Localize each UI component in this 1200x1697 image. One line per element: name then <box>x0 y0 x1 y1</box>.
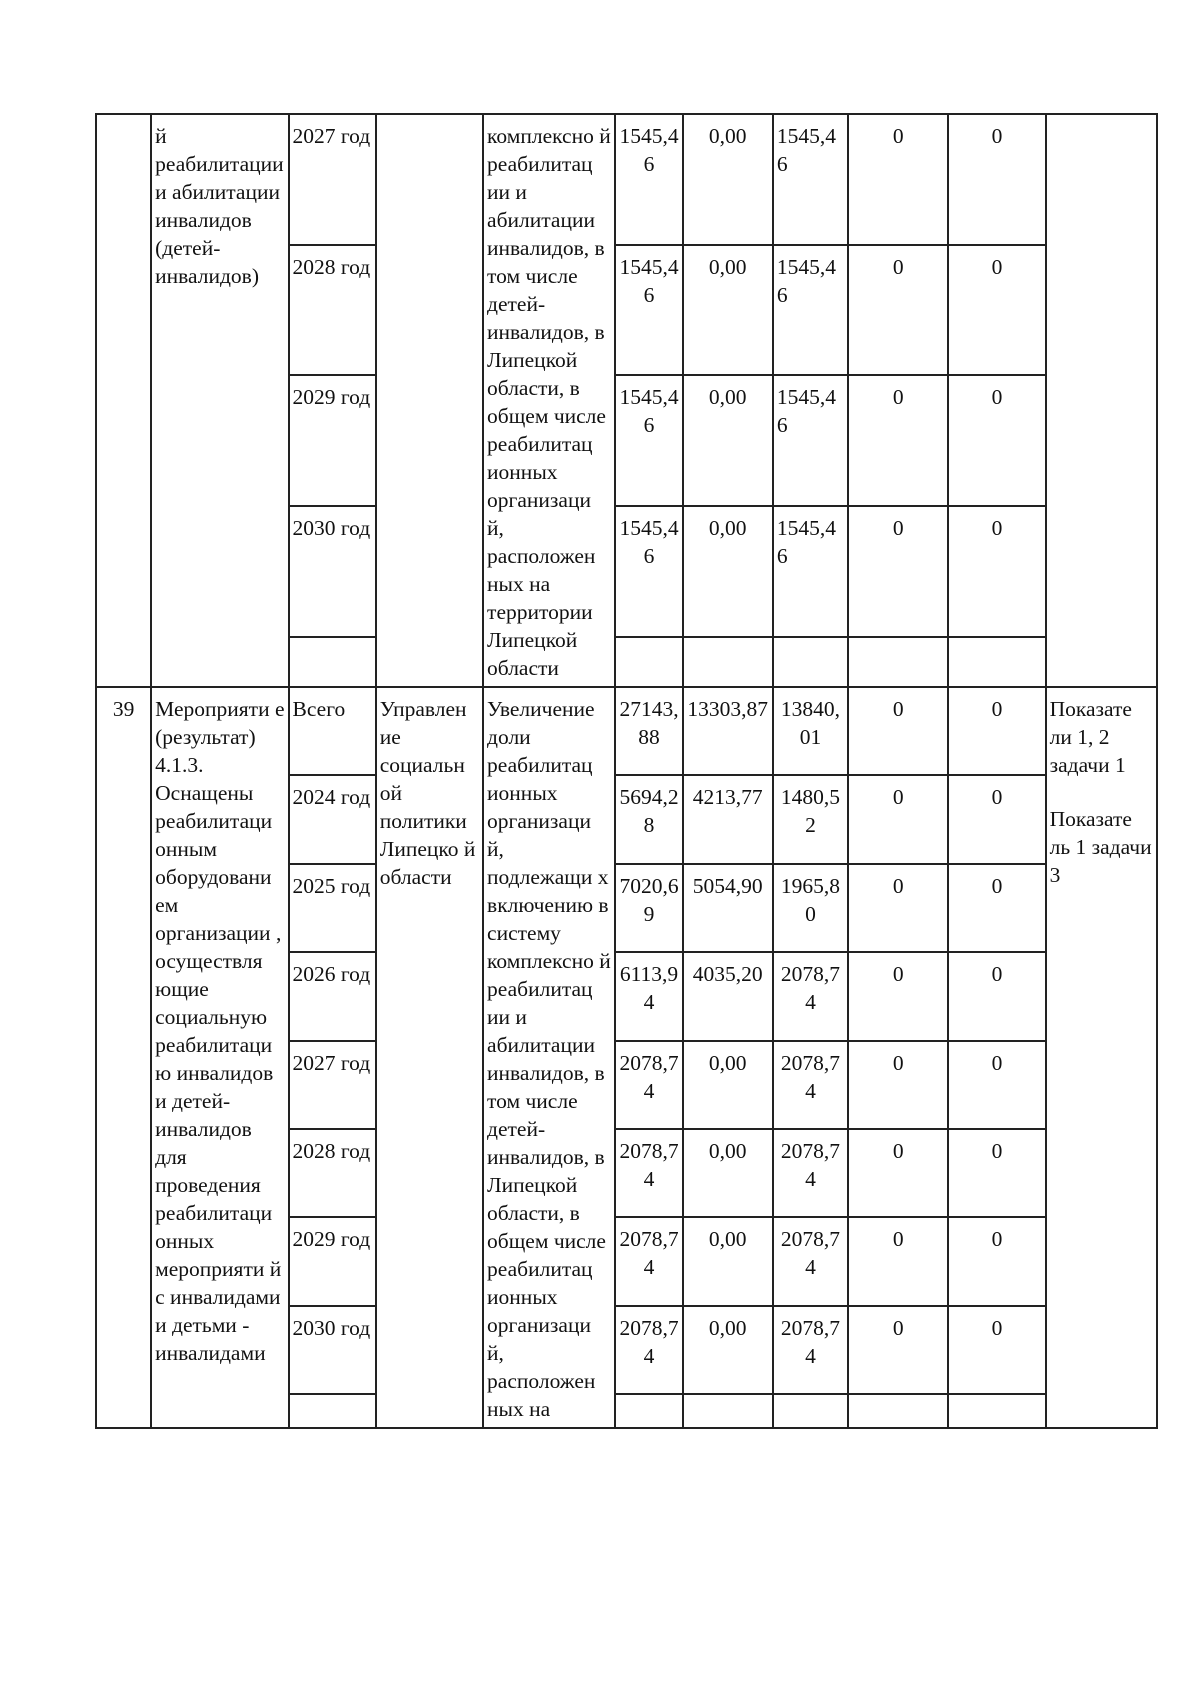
total-cell: 1545,46 <box>615 375 682 506</box>
link-text: Показате ли 1, 2 задачи 1 <box>1049 697 1132 777</box>
other-cell: 0 <box>948 952 1045 1040</box>
regional-cell: 1545,46 <box>773 375 848 506</box>
total-cell: 1545,46 <box>615 506 682 637</box>
local-cell: 0 <box>848 775 948 863</box>
year-cell: 2024 год <box>289 775 376 863</box>
measure-name-cell: Мероприяти е (результат) 4.1.3. Оснащены реабилитаци онным оборудовани ем организации , осуществля ющие социальную реабилитаци ю инвалидов и детей- инвалидов для проведения реабилитаци онных мероприяти й с инвалидами и детьми - инвалидами <box>151 687 288 1428</box>
measure-name-cell: й реабилитации и абилитации инвалидов (детей-инвалидов) <box>151 114 288 687</box>
other-cell: 0 <box>948 245 1045 376</box>
table-row <box>96 687 1157 775</box>
regional-cell: 1545,46 <box>773 114 848 245</box>
year-cell: 2027 год <box>289 114 376 245</box>
federal-cell: 0,00 <box>683 1306 773 1394</box>
local-cell: 0 <box>848 1041 948 1129</box>
total-cell: 2078,74 <box>615 1306 682 1394</box>
table-row <box>96 114 1157 245</box>
executor-cell: Управлен ие социальн ой политики Липецко й области <box>376 687 483 1428</box>
federal-cell: 0,00 <box>683 506 773 637</box>
local-cell: 0 <box>848 952 948 1040</box>
other-cell: 0 <box>948 375 1045 506</box>
total-cell: 5694,28 <box>615 775 682 863</box>
total-cell: 2078,74 <box>615 1041 682 1129</box>
federal-cell: 4035,20 <box>683 952 773 1040</box>
year-cell: 2025 год <box>289 864 376 952</box>
federal-cell: 0,00 <box>683 1129 773 1217</box>
local-cell: 0 <box>848 245 948 376</box>
local-cell: 0 <box>848 506 948 637</box>
other-cell: 0 <box>948 1306 1045 1394</box>
other-cell: 0 <box>948 1217 1045 1305</box>
regional-cell: 2078,74 <box>773 1217 848 1305</box>
total-cell: 1545,46 <box>615 114 682 245</box>
year-cell: 2030 год <box>289 1306 376 1394</box>
federal-cell: 0,00 <box>683 114 773 245</box>
year-cell: 2028 год <box>289 245 376 376</box>
total-cell: 7020,69 <box>615 864 682 952</box>
regional-cell: 2078,74 <box>773 1041 848 1129</box>
indicator-cell: Увеличение доли реабилитац ионных организаци й, подлежащи х включению в систему комплексно й реабилитац ии и абилитации инвалидов, в том числе детей- инвалидов, в Липецкой области, в общем числе реабилитац ионных организаци й, расположен ных на <box>483 687 615 1428</box>
local-cell: 0 <box>848 1217 948 1305</box>
indicator-cell: комплексно й реабилитац ии и абилитации инвалидов, в том числе детей-инвалидов, в Липецкой области, в общем числе реабилитац ионных организаци й, расположен ных на территории Липецкой области <box>483 114 615 687</box>
other-cell: 0 <box>948 114 1045 245</box>
other-cell: 0 <box>948 775 1045 863</box>
federal-cell: 4213,77 <box>683 775 773 863</box>
year-cell: 2029 год <box>289 375 376 506</box>
regional-cell: 1545,46 <box>773 506 848 637</box>
other-cell: 0 <box>948 687 1045 775</box>
local-cell: 0 <box>848 687 948 775</box>
link-cell <box>1046 114 1157 687</box>
year-cell: 2026 год <box>289 952 376 1040</box>
federal-cell: 0,00 <box>683 1217 773 1305</box>
regional-cell: 2078,74 <box>773 1129 848 1217</box>
federal-cell: 5054,90 <box>683 864 773 952</box>
local-cell: 0 <box>848 114 948 245</box>
year-cell: 2028 год <box>289 1129 376 1217</box>
federal-cell: 0,00 <box>683 1041 773 1129</box>
total-cell: 2078,74 <box>615 1217 682 1305</box>
row-number-cell <box>96 114 151 687</box>
federal-cell: 0,00 <box>683 375 773 506</box>
financing-table <box>95 113 1158 1429</box>
regional-cell: 1545,46 <box>773 245 848 376</box>
total-cell: 6113,94 <box>615 952 682 1040</box>
row-number-cell: 39 <box>96 687 151 1428</box>
year-cell: Всего <box>289 687 376 775</box>
link-cell <box>1046 687 1157 1428</box>
regional-cell: 2078,74 <box>773 952 848 1040</box>
regional-cell: 1965,80 <box>773 864 848 952</box>
total-cell: 1545,46 <box>615 245 682 376</box>
local-cell: 0 <box>848 375 948 506</box>
other-cell: 0 <box>948 1041 1045 1129</box>
year-cell: 2030 год <box>289 506 376 637</box>
federal-cell: 0,00 <box>683 245 773 376</box>
regional-cell: 2078,74 <box>773 1306 848 1394</box>
local-cell: 0 <box>848 864 948 952</box>
other-cell: 0 <box>948 864 1045 952</box>
link-text: Показате ль 1 задачи 3 <box>1049 807 1152 887</box>
local-cell: 0 <box>848 1129 948 1217</box>
federal-cell: 13303,87 <box>683 687 773 775</box>
local-cell: 0 <box>848 1306 948 1394</box>
other-cell: 0 <box>948 1129 1045 1217</box>
executor-cell <box>376 114 483 687</box>
regional-cell: 1480,52 <box>773 775 848 863</box>
year-cell: 2027 год <box>289 1041 376 1129</box>
total-cell: 27143,88 <box>615 687 682 775</box>
year-cell: 2029 год <box>289 1217 376 1305</box>
regional-cell: 13840,01 <box>773 687 848 775</box>
total-cell: 2078,74 <box>615 1129 682 1217</box>
other-cell: 0 <box>948 506 1045 637</box>
